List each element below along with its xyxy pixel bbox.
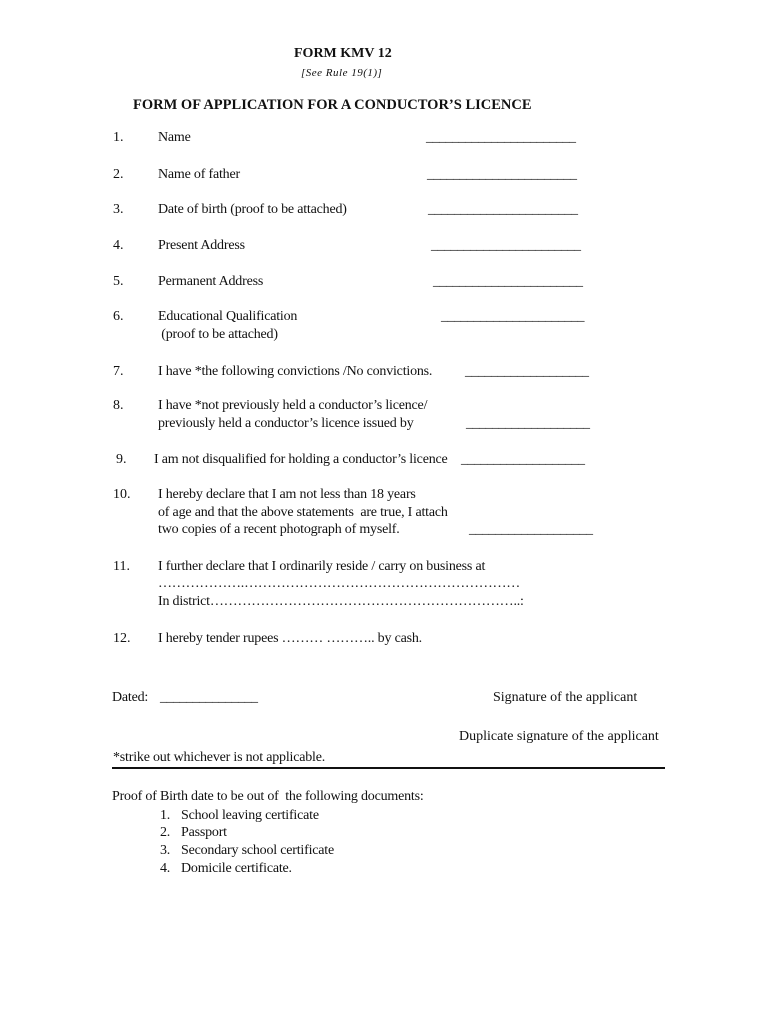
father-name-field[interactable]: _______________________	[427, 167, 577, 182]
proof-heading: Proof of Birth date to be out of the following documents:	[112, 789, 424, 804]
item-label: I have *the following convictions /No convictions.	[158, 364, 433, 379]
district-field[interactable]: In district…………………………………………………………..:	[158, 594, 524, 609]
list-item-number: 2.	[160, 825, 171, 840]
rule-reference: [See Rule 19(1)]	[301, 67, 383, 79]
signature-label: Signature of the applicant	[493, 690, 638, 705]
list-item: School leaving certificate	[181, 808, 319, 823]
item-number: 10.	[113, 487, 131, 502]
item-number: 5.	[113, 274, 124, 289]
item-number: 2.	[113, 167, 124, 182]
item-number: 11.	[113, 559, 130, 574]
previous-licence-field[interactable]: ___________________	[466, 416, 590, 431]
item-label-cont: two copies of a recent photograph of myself.	[158, 522, 400, 537]
dated-label: Dated:	[112, 690, 149, 705]
item-number: 6.	[113, 309, 124, 324]
convictions-field[interactable]: ___________________	[465, 364, 589, 379]
item-number: 4.	[113, 238, 124, 253]
item-label: Name of father	[158, 167, 240, 182]
item-label-cont: previously held a conductor’s licence issued by	[158, 416, 414, 431]
item-number: 12.	[113, 631, 131, 646]
item-label: I further declare that I ordinarily reside / carry on business at	[158, 559, 486, 574]
duplicate-signature-label: Duplicate signature of the applicant	[459, 729, 659, 744]
form-id: FORM KMV 12	[294, 46, 392, 61]
residence-address-field[interactable]: ……………….……………………………………………………	[158, 576, 521, 591]
item-number: 8.	[113, 398, 124, 413]
item-number: 3.	[113, 202, 124, 217]
present-address-field[interactable]: _______________________	[431, 238, 581, 253]
education-field[interactable]: ______________________	[441, 309, 584, 324]
item-label: Present Address	[158, 238, 245, 253]
permanent-address-field[interactable]: _______________________	[433, 274, 583, 289]
dated-field[interactable]: _______________	[160, 690, 258, 705]
fee-tender-text: I hereby tender rupees ……… ……….. by cash.	[158, 631, 422, 646]
page-title: FORM OF APPLICATION FOR A CONDUCTOR’S LICENCE	[133, 97, 532, 113]
item-label: Permanent Address	[158, 274, 264, 289]
name-field[interactable]: _______________________	[426, 130, 576, 145]
item-label: Date of birth (proof to be attached)	[158, 202, 347, 217]
disqualification-field[interactable]: ___________________	[461, 452, 585, 467]
list-item-number: 4.	[160, 861, 171, 876]
item-number: 9.	[116, 452, 127, 467]
declaration-field[interactable]: ___________________	[469, 522, 593, 537]
list-item-number: 3.	[160, 843, 171, 858]
item-number: 1.	[113, 130, 124, 145]
item-label-note: (proof to be attached)	[158, 327, 278, 342]
item-label: Name	[158, 130, 191, 145]
list-item: Domicile certificate.	[181, 861, 292, 876]
item-label-cont: of age and that the above statements are true, I attach	[158, 505, 448, 520]
item-label: I have *not previously held a conductor’s licence/	[158, 398, 428, 413]
item-label: I am not disqualified for holding a conductor’s licence	[154, 452, 448, 467]
date-of-birth-field[interactable]: _______________________	[428, 202, 578, 217]
divider	[112, 767, 665, 769]
list-item: Passport	[181, 825, 227, 840]
list-item-number: 1.	[160, 808, 171, 823]
list-item: Secondary school certificate	[181, 843, 334, 858]
item-label: I hereby declare that I am not less than 18 years	[158, 487, 416, 502]
item-number: 7.	[113, 364, 124, 379]
item-label: Educational Qualification	[158, 309, 298, 324]
strike-note: *strike out whichever is not applicable.	[113, 750, 326, 765]
